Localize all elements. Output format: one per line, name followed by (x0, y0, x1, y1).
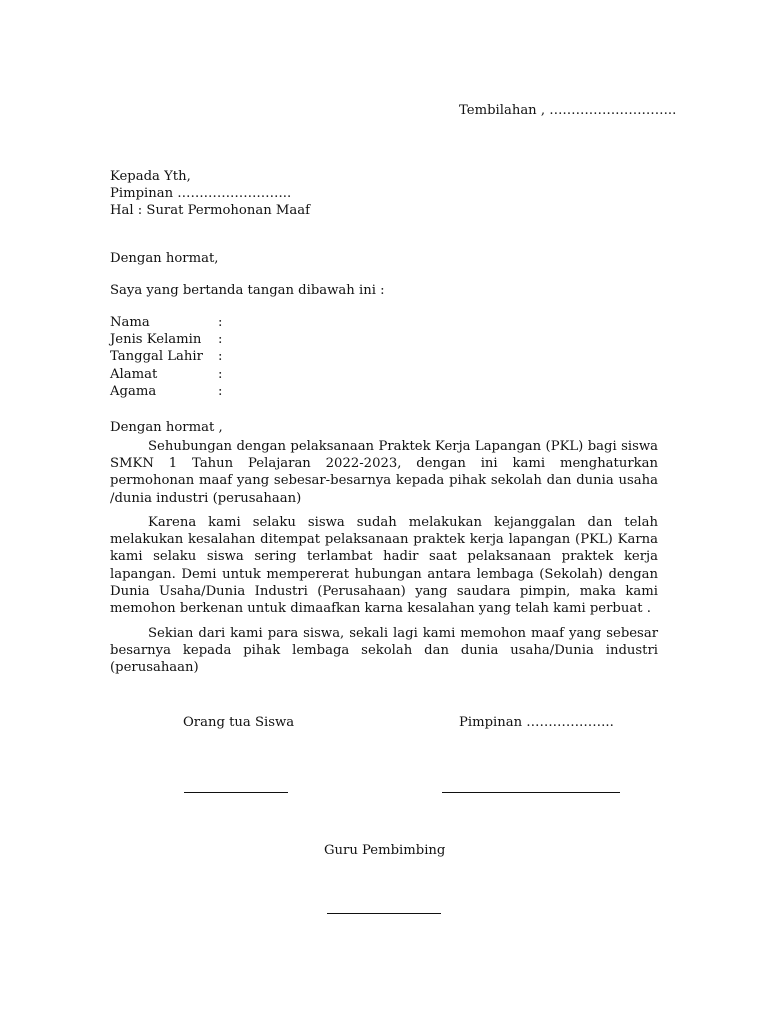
recipient-greeting: Kepada Yth, (110, 169, 191, 184)
opening-salutation: Dengan hormat, (110, 251, 219, 266)
field-label-tanggal-lahir: Tanggal Lahir (110, 349, 203, 365)
signature-label-leader: Pimpinan ……………….. (459, 715, 614, 730)
recipient-addressee: Pimpinan …………………….. (110, 186, 292, 201)
field-colon: : (218, 366, 223, 382)
field-label-alamat: Alamat (110, 366, 158, 382)
body-paragraph-1: Sehubungan dengan pelaksanaan Praktek Kerja Lapangan (PKL) bagi siswa SMKN 1 Tahun Pelajaran 2022-2023, dengan ini kami menghaturkan permohonan maaf yang sebesar-besarnya kepada pihak sekolah dan dunia usaha /dunia industri (perusahaan) (110, 439, 658, 506)
body-paragraph-3: Sekian dari kami para siswa, sekali lagi kami memohon maaf yang sebesar besarnya kepada pihak lembaga sekolah dan dunia usaha/Dunia industri (perusahaan) (110, 626, 658, 676)
intro-line: Saya yang bertanda tangan dibawah ini : (110, 283, 385, 298)
field-label-nama: Nama (110, 315, 150, 330)
field-label-jenis-kelamin: Jenis Kelamin (110, 332, 202, 348)
signature-label-parent: Orang tua Siswa (183, 715, 295, 730)
second-salutation: Dengan hormat , (110, 420, 223, 435)
body-paragraph-2: Karena kami selaku siswa sudah melakukan kejanggalan dan telah melakukan kesalahan ditempat pelaksanaan praktek kerja lapangan (PKL) Karna kami selaku siswa sering terlambat hadir saat pelaksanaan praktek kerja lapangan. Demi untuk mempererat hubungan antara lembaga (Sekolah) dengan Dunia Usaha/Dunia Industri (Perusahaan) yang saudara pimpin, maka kami memohon berkenan untuk dimaafkan karna kesalahan yang telah kami perbuat . (110, 515, 658, 617)
signature-line-parent (184, 792, 288, 793)
signature-line-leader (442, 792, 620, 793)
field-colon: : (218, 349, 223, 365)
field-colon: : (218, 383, 223, 399)
field-colon: : (218, 332, 223, 348)
signature-label-teacher: Guru Pembimbing (324, 843, 446, 858)
field-label-agama: Agama (110, 383, 157, 399)
recipient-block (110, 168, 310, 219)
field-colon: : (218, 315, 223, 330)
place-date: Tembilahan , ……………………….. (459, 103, 677, 118)
signature-line-teacher (327, 913, 441, 914)
letter-subject: Hal : Surat Permohonan Maaf (110, 203, 311, 218)
